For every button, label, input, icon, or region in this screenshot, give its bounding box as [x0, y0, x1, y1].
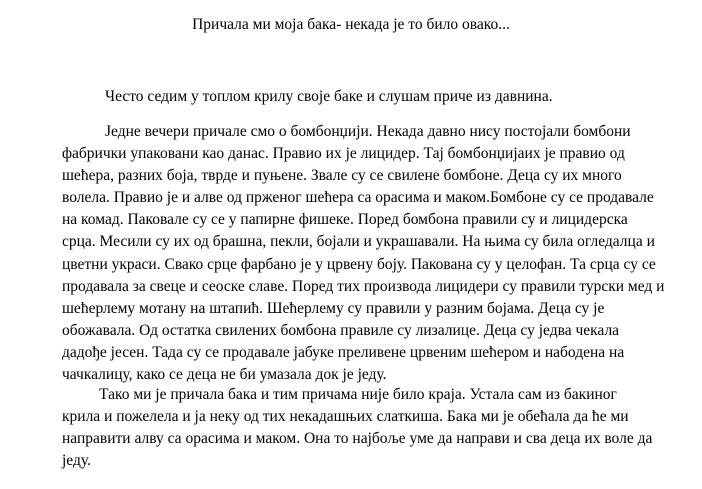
- paragraph-line: једу.: [62, 452, 91, 470]
- paragraph-line: направити алву са орасима и маком. Она то најбоље уме да направи и сва деца их воле да: [62, 430, 653, 448]
- paragraph-line: волела. Правио је и алве од прженог шећера са орасима и маком.Бомбоне су се продавале: [62, 189, 654, 207]
- paragraph-line: Тако ми је причала бака и тим причама није било краја. Устала сам из бакиног: [99, 386, 617, 403]
- paragraph-line: срца. Месили су их од брашна, пекли, бојали и украшавали. На њима су била огледалца и: [62, 233, 655, 251]
- paragraph-line: шећерлему мотану на штапић. Шећерлему су правили у разним бојама. Деца су је: [62, 299, 605, 317]
- paragraph-2: [62, 384, 662, 472]
- paragraph-line: шећера, разних боја, тврде и пуњене. Звале су се свилене бомбоне. Деца су их много: [62, 167, 622, 185]
- paragraph-line: обожавала. Од остатка свилених бомбона правиле су лизалице. Деца су једва чекала: [62, 321, 620, 339]
- paragraph-line: дадође јесен. Тада су се продавале јабуке преливене црвеним шећером и набодена на: [62, 343, 625, 361]
- paragraph-line: на комад. Паковале су се у папирне фишеке. Поред бомбона правили су и лицидерска: [62, 211, 628, 229]
- paragraph-1: [62, 121, 665, 386]
- paragraph-line: крила и пожелела и ја неку од тих некадашњих слаткиша. Бака ми је обећала да ће ми: [62, 408, 629, 426]
- paragraph-line: Једне вечери причале смо о бомбонџији. Некада давно нису постојали бомбони: [105, 123, 631, 140]
- paragraph-line: цветни украси. Свако срце фарбано је у црвену боју. Пакована су у целофан. Та срца су се: [62, 255, 656, 273]
- paragraph-line: чачкалицу, како се деца не би умазала док је једу.: [62, 366, 387, 384]
- paragraph-line: продавала за свеце и сеоске славе. Поред тих производа лицидери су правили турски мед и: [62, 277, 665, 295]
- document-title: Причала ми моја бака- некада је то било овако...: [192, 16, 510, 33]
- paragraph-line: фабрички упаковани као данас. Правио их је лицидер. Тај бомбонџијаих је правио од: [62, 145, 625, 163]
- intro-sentence: Често седим у топлом крилу своје баке и слушам приче из давнина.: [105, 88, 553, 105]
